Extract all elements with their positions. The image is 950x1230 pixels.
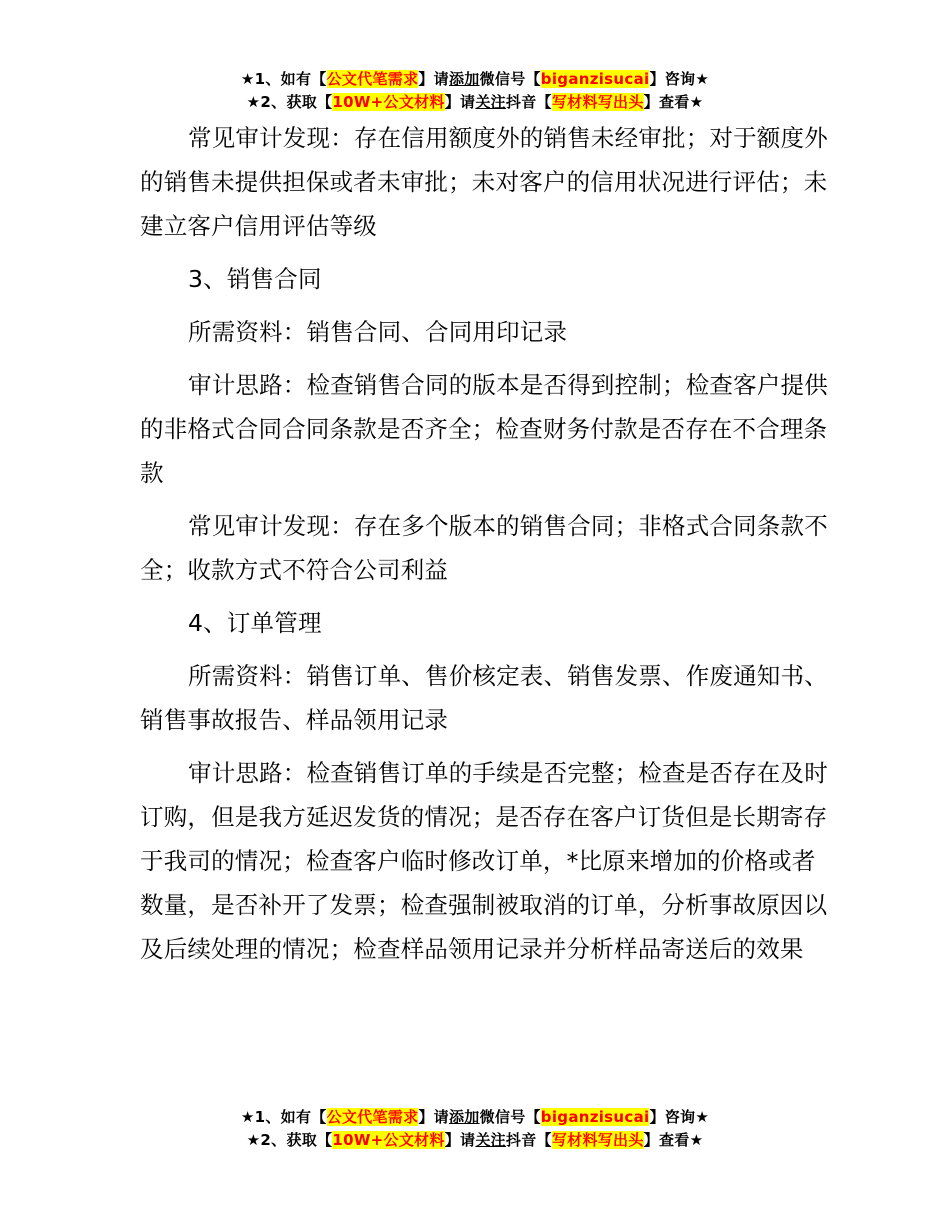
banner-text: 】查看★	[643, 93, 704, 111]
banner-text: 】请	[418, 1108, 449, 1126]
banner-text: ★1、如有【	[240, 70, 327, 88]
banner-line-2	[0, 1129, 950, 1152]
paragraph-findings-credit: 常见审计发现：存在信用额度外的销售未经审批；对于额度外的销售未提供担保或者未审批；未对客户的信用状况进行评估；未建立客户信用评估等级	[140, 124, 828, 240]
banner-text: ★2、获取【	[246, 1131, 333, 1149]
paragraph-audit-approach-orders: 审计思路：检查销售订单的手续是否完整；检查是否存在及时订购，但是我方延迟发货的情况；是否存在客户订货但是长期寄存于我司的情况；检查客户临时修改订单，*比原来增加的价格或者数量，是否补开了发票；检查强制被取消的订单，分析事故原因以及后续处理的情况；检查样品领用记录并分析样品寄送后的效果	[140, 759, 828, 963]
banner-text: ★1、如有【	[240, 1108, 327, 1126]
header-banner	[0, 68, 950, 114]
underlined-add: 添加	[448, 70, 480, 88]
banner-line-1	[0, 1106, 950, 1129]
highlight-wechat-id: biganzisucai	[540, 70, 650, 88]
heading-order-management: 4、订单管理	[188, 609, 322, 637]
heading-sales-contract: 3、销售合同	[188, 265, 322, 293]
footer-banner	[0, 1106, 950, 1152]
banner-text: 】请	[444, 93, 476, 111]
paragraph-required-materials: 所需资料：销售合同、合同用印记录	[188, 318, 568, 346]
highlight-douyin: 写材料写出头	[551, 93, 644, 111]
underlined-follow: 关注	[475, 1131, 506, 1149]
highlight-service: 公文代笔需求	[326, 1108, 419, 1126]
banner-text: 】查看★	[643, 1131, 704, 1149]
highlight-service: 公文代笔需求	[326, 70, 419, 88]
paragraph-findings-contract: 常见审计发现：存在多个版本的销售合同；非格式合同条款不全；收款方式不符合公司利益	[140, 512, 828, 584]
banner-text: 抖音【	[505, 93, 552, 111]
document-body	[140, 116, 830, 980]
paragraph-audit-approach: 审计思路：检查销售合同的版本是否得到控制；检查客户提供的非格式合同合同条款是否齐全；检查财务付款是否存在不合理条款	[140, 371, 828, 487]
banner-line-1	[0, 68, 950, 91]
banner-text: 抖音【	[505, 1131, 552, 1149]
highlight-materials: 10W+公文材料	[332, 93, 445, 111]
banner-text: 微信号【	[479, 1108, 541, 1126]
paragraph-required-materials-orders: 所需资料：销售订单、售价核定表、销售发票、作废通知书、销售事故报告、样品领用记录	[140, 662, 828, 734]
banner-text: 】咨询★	[649, 70, 710, 88]
underlined-add: 添加	[448, 1108, 480, 1126]
banner-text: 】咨询★	[649, 1108, 710, 1126]
highlight-materials: 10W+公文材料	[332, 1131, 445, 1149]
banner-text: 微信号【	[479, 70, 541, 88]
highlight-wechat-id: biganzisucai	[540, 1108, 650, 1126]
banner-text: 】请	[418, 70, 449, 88]
banner-line-2	[0, 91, 950, 114]
underlined-follow: 关注	[475, 93, 506, 111]
banner-text: ★2、获取【	[246, 93, 333, 111]
highlight-douyin: 写材料写出头	[551, 1131, 644, 1149]
banner-text: 】请	[444, 1131, 476, 1149]
